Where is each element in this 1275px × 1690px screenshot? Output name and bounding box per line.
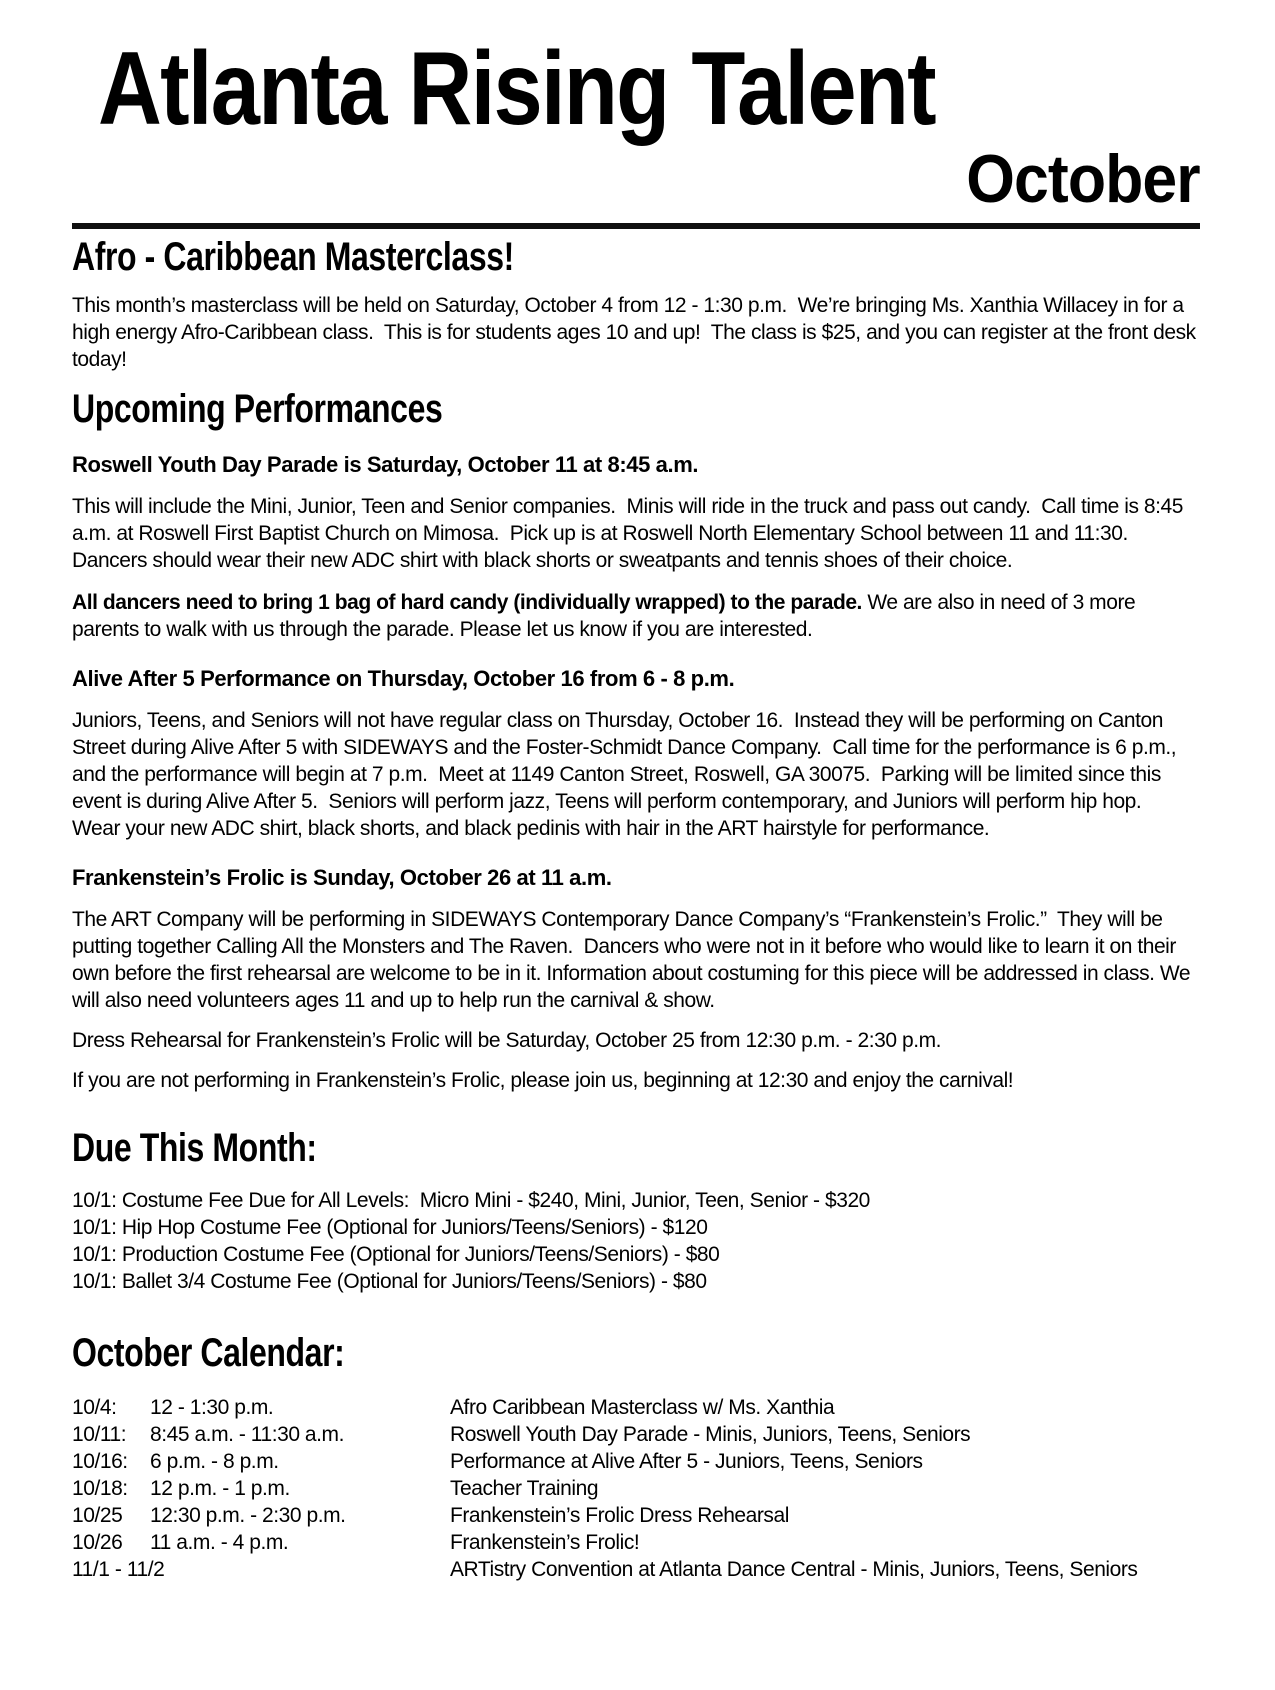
calendar-time: 12 p.m. - 1 p.m. (150, 1476, 290, 1500)
calendar-row (72, 1394, 1200, 1421)
frolic-heading: Frankenstein’s Frolic is Sunday, October 26 at 11 a.m. (72, 864, 612, 890)
calendar-date: 10/25 (72, 1503, 123, 1527)
calendar-row (72, 1475, 1200, 1502)
calendar-row (72, 1556, 1200, 1583)
section-heading-calendar: October Calendar: (72, 1330, 345, 1375)
due-list (72, 1187, 1200, 1295)
section-heading-due: Due This Month: (72, 1125, 317, 1170)
issue-month-text: October (966, 140, 1200, 217)
alive-after-5-paragraph: Juniors, Teens, and Seniors will not have regular class on Thursday, October 16. Instead they will be performing on Canton Street during Alive After 5 with SIDEWAYS and the Foster-Schmidt Dance Company. Call time for the performance is 6 p.m., and the performance will begin at 7 p.m. Meet at 1149 Canton Street, Roswell, GA 30075. Parking will be limited since this event is during Alive After 5. Seniors will perform jazz, Teens will perform contemporary, and Juniors will perform hip hop. Wear your new ADC shirt, black shorts, and black pedinis with hair in the ART hairstyle for performance. (72, 708, 1182, 840)
calendar-time: 12:30 p.m. - 2:30 p.m. (150, 1503, 346, 1527)
calendar-event: Teacher Training (450, 1476, 599, 1500)
calendar-row (72, 1502, 1200, 1529)
calendar-date: 10/4: (72, 1395, 117, 1419)
calendar-time: 11 a.m. - 4 p.m. (150, 1530, 289, 1554)
calendar-date: 10/18: (72, 1476, 128, 1500)
frolic-join-line: If you are not performing in Frankenstein’s Frolic, please join us, beginning at 12:30 and enjoy the carnival! (72, 1068, 1014, 1092)
calendar-date: 10/26 (72, 1530, 123, 1554)
calendar-event: Frankenstein’s Frolic! (450, 1530, 640, 1554)
page-title (98, 31, 1200, 147)
due-item: 10/1: Hip Hop Costume Fee (Optional for Juniors/Teens/Seniors) - $120 (72, 1215, 708, 1239)
parade-note-rest: We are also in need of 3 more parents to walk with us through the parade. Please let us know if you are interested. (72, 590, 1141, 641)
alive-after-5-heading: Alive After 5 Performance on Thursday, October 16 from 6 - 8 p.m. (72, 665, 735, 691)
due-item: 10/1: Production Costume Fee (Optional for Juniors/Teens/Seniors) - $80 (72, 1242, 720, 1266)
frolic-rehearsal-line: Dress Rehearsal for Frankenstein’s Frolic will be Saturday, October 25 from 12:30 p.m. - 2:30 p.m. (72, 1028, 942, 1052)
calendar-time: 8:45 a.m. - 11:30 a.m. (150, 1422, 344, 1446)
due-item: 10/1: Costume Fee Due for All Levels: Micro Mini - $240, Mini, Junior, Teen, Senior - $320 (72, 1188, 870, 1212)
section-heading-performances: Upcoming Performances (72, 386, 443, 431)
parade-note-bold: All dancers need to bring 1 bag of hard candy (individually wrapped) to the parade. (72, 590, 862, 614)
section-heading-masterclass: Afro - Caribbean Masterclass! (72, 234, 514, 279)
calendar-time: 6 p.m. - 8 p.m. (150, 1449, 279, 1473)
calendar-event: Roswell Youth Day Parade - Minis, Juniors, Teens, Seniors (450, 1422, 971, 1446)
calendar-table (72, 1394, 1200, 1583)
calendar-event: Frankenstein’s Frolic Dress Rehearsal (450, 1503, 789, 1527)
calendar-time (150, 1556, 450, 1583)
due-item: 10/1: Ballet 3/4 Costume Fee (Optional for Juniors/Teens/Seniors) - $80 (72, 1269, 707, 1293)
calendar-event: Afro Caribbean Masterclass w/ Ms. Xanthia (450, 1395, 835, 1419)
masterclass-paragraph: This month’s masterclass will be held on Saturday, October 4 from 12 - 1:30 p.m. We’re bringing Ms. Xanthia Willacey in for a high energy Afro-Caribbean class. This is for students ages 10 and up! The class is $25, and you can register at the front desk today! (72, 293, 1202, 371)
parade-paragraph: This will include the Mini, Junior, Teen and Senior companies. Minis will ride in the truck and pass out candy. Call time is 8:45 a.m. at Roswell First Baptist Church on Mimosa. Pick up is at Roswell North Elementary School between 11 and 11:30. Dancers should wear their new ADC shirt with black shorts or sweatpants and tennis shoes of their choice. (72, 494, 1189, 572)
issue-month (72, 140, 1200, 217)
calendar-date: 10/16: (72, 1449, 128, 1473)
parade-heading: Roswell Youth Day Parade is Saturday, October 11 at 8:45 a.m. (72, 451, 699, 477)
newsletter-page (0, 31, 1275, 1690)
divider-rule (72, 223, 1200, 229)
calendar-date: 10/11: (72, 1422, 127, 1446)
calendar-date: 11/1 - 11/2 (72, 1557, 165, 1581)
calendar-row (72, 1529, 1200, 1556)
calendar-time: 12 - 1:30 p.m. (150, 1395, 274, 1419)
calendar-event: Performance at Alive After 5 - Juniors, Teens, Seniors (450, 1449, 923, 1473)
calendar-event: ARTistry Convention at Atlanta Dance Central - Minis, Juniors, Teens, Seniors (450, 1557, 1138, 1581)
frolic-paragraph: The ART Company will be performing in SIDEWAYS Contemporary Dance Company’s “Frankenstein’s Frolic.” They will be putting together Calling All the Monsters and The Raven. Dancers who were not in it before who would like to learn it on their own before the first rehearsal are welcome to be in it. Information about costuming for this piece will be addressed in class. We will also need volunteers ages 11 and up to help run the carnival & show. (72, 907, 1196, 1012)
parade-note (72, 589, 1200, 643)
calendar-row (72, 1448, 1200, 1475)
page-title-text: Atlanta Rising Talent (98, 31, 935, 147)
calendar-row (72, 1421, 1200, 1448)
